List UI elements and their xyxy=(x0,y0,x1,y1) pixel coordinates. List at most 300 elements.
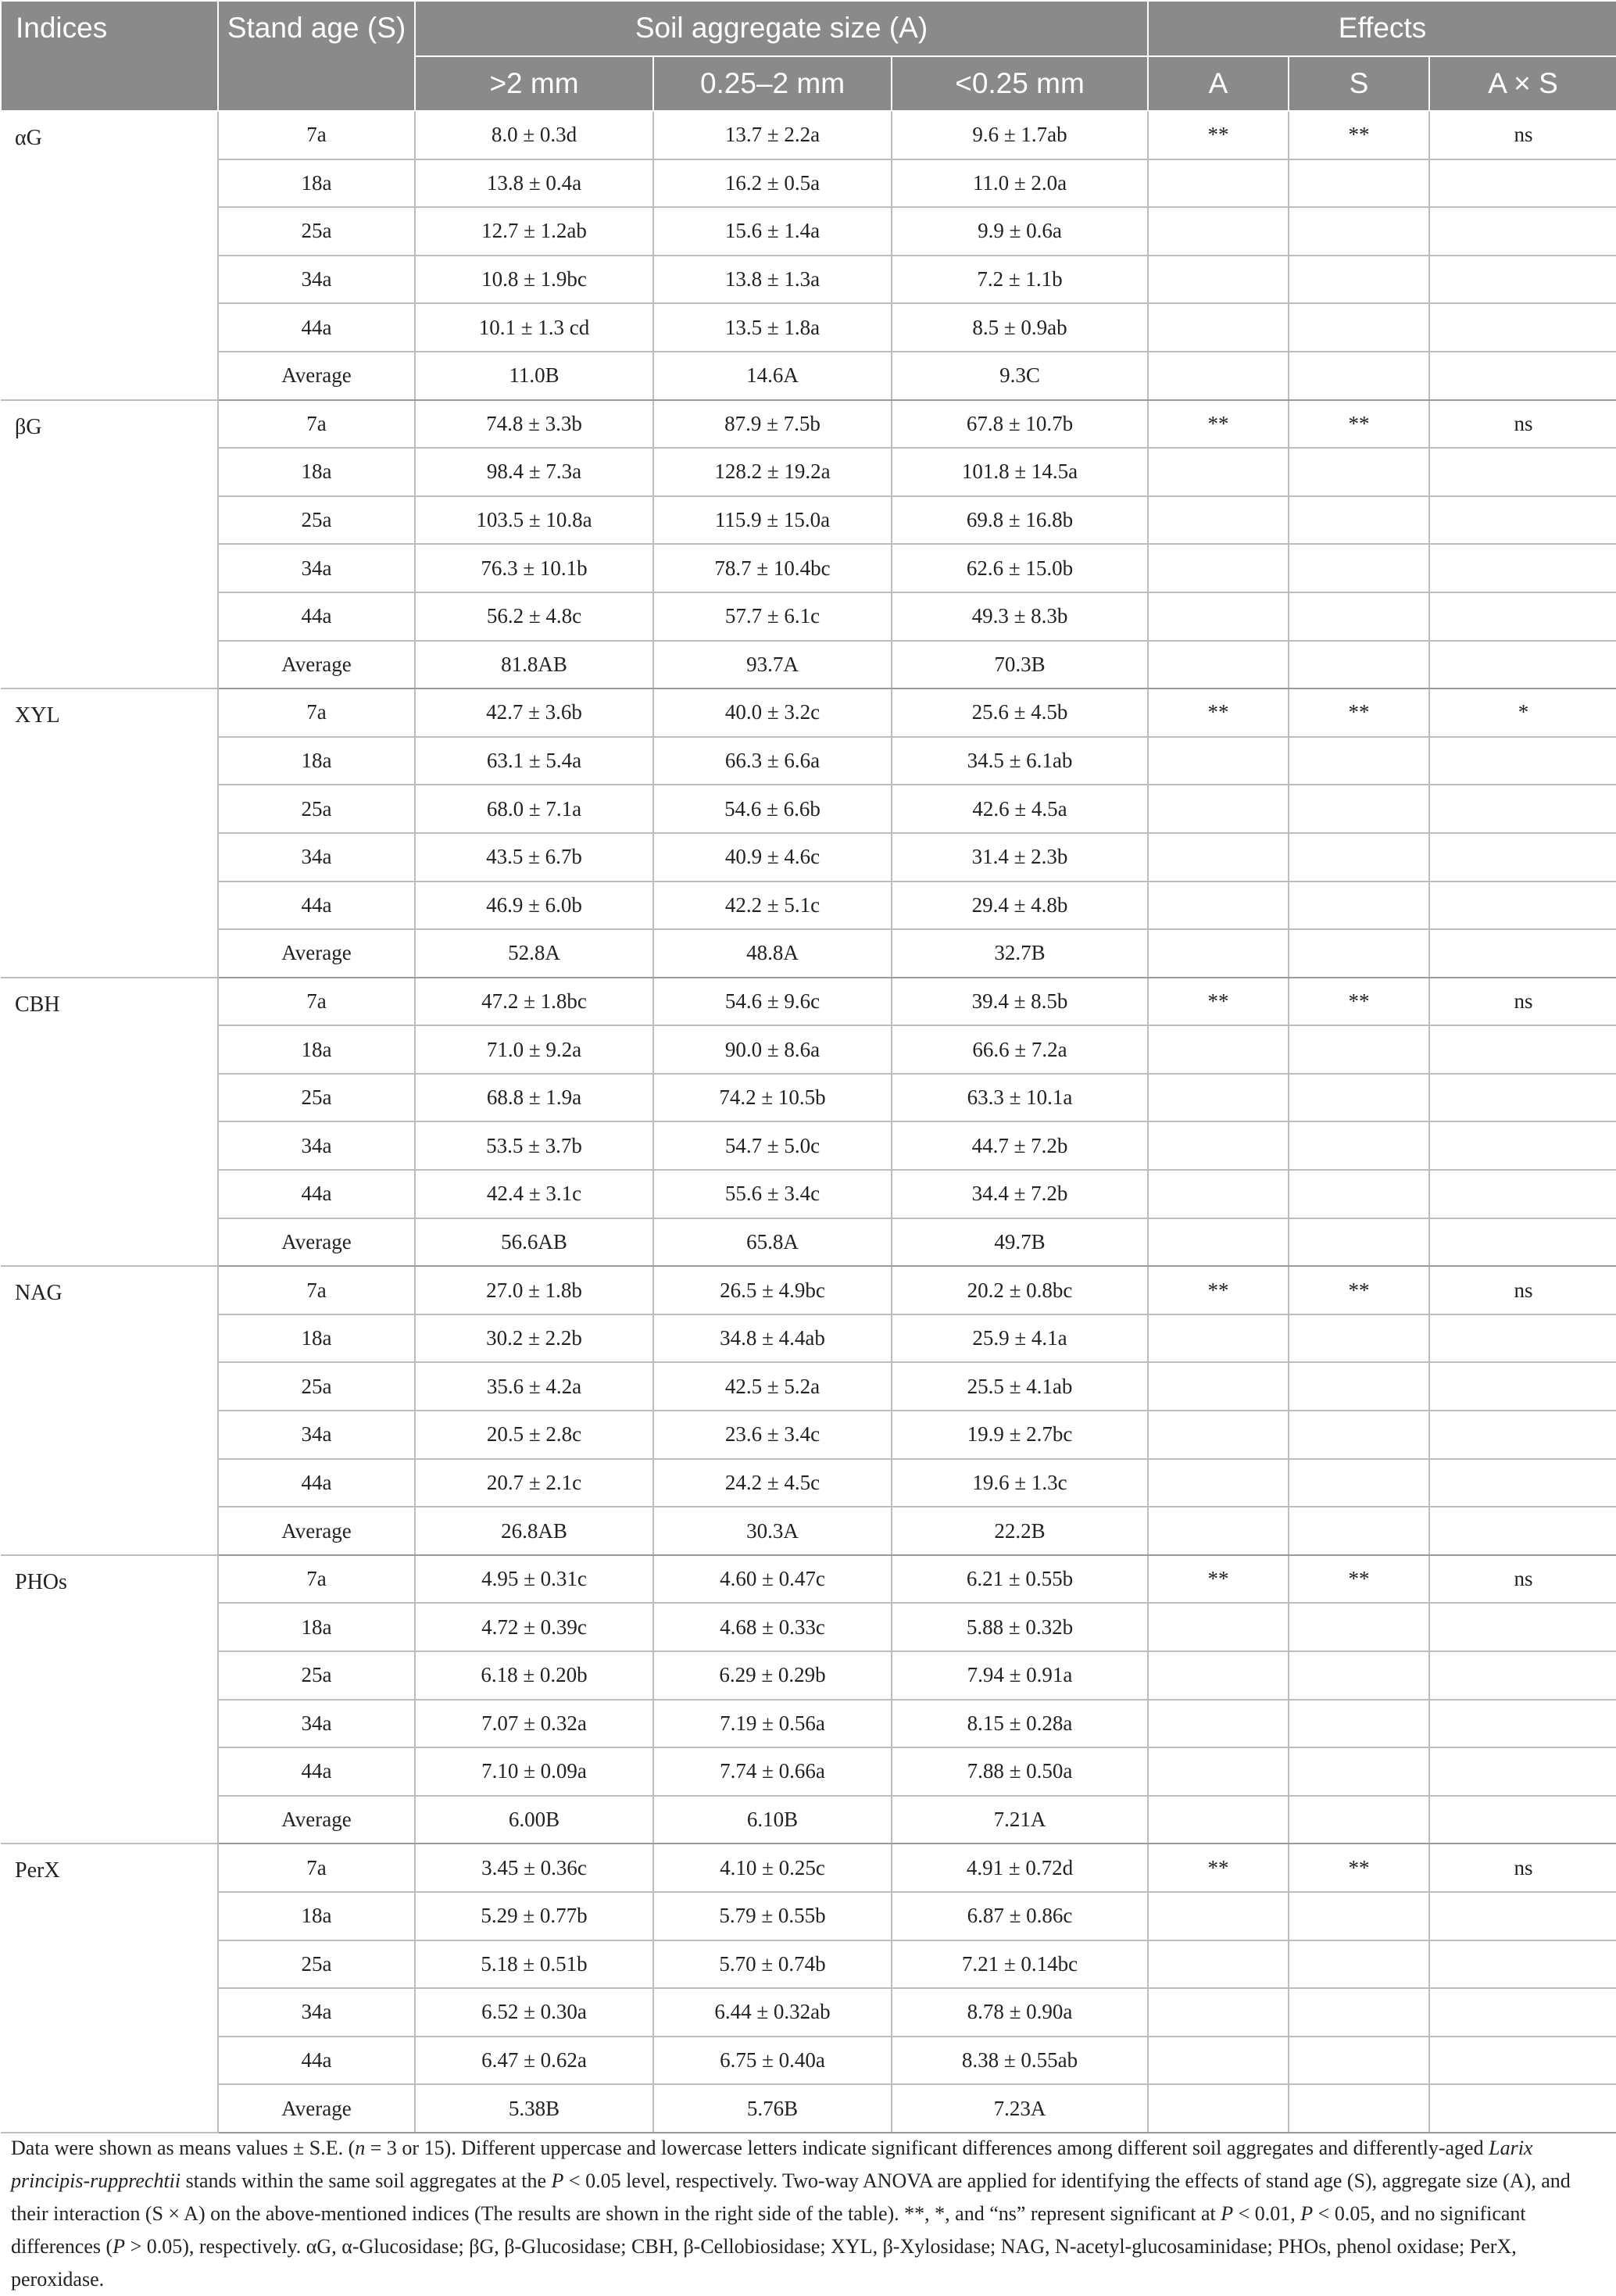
effect-cell xyxy=(1148,1796,1289,1844)
value-cell: 5.29 ± 0.77b xyxy=(415,1892,653,1940)
value-cell: 70.3B xyxy=(892,641,1148,689)
effect-cell xyxy=(1429,833,1616,882)
header-agg-mid: 0.25–2 mm xyxy=(653,56,892,111)
effect-cell xyxy=(1429,641,1616,689)
header-effects: Effects xyxy=(1148,1,1616,56)
value-cell: 101.8 ± 14.5a xyxy=(892,448,1148,496)
effect-cell: * xyxy=(1429,688,1616,737)
effect-cell: ** xyxy=(1289,1555,1429,1604)
effect-cell xyxy=(1289,882,1429,930)
table-row xyxy=(1,1603,1616,1651)
footnote-text: < 0.05 level, respectively. Two-way ANOVA are applied for identifying the effects of stand age (S), aggregate size (A), and their interaction (S × A) on the above-mentioned indices (The results are shown in the right side of the table). **, *, and “ns” represent significant at xyxy=(11,2169,1571,2225)
effect-cell xyxy=(1429,1459,1616,1507)
value-cell: 6.47 ± 0.62a xyxy=(415,2037,653,2085)
effect-cell xyxy=(1289,1940,1429,1989)
stand-age-cell: 44a xyxy=(218,882,415,930)
effect-cell xyxy=(1148,1747,1289,1796)
effect-cell xyxy=(1148,256,1289,304)
stand-age-cell: 18a xyxy=(218,1892,415,1940)
effect-cell xyxy=(1289,207,1429,256)
effect-cell xyxy=(1429,2037,1616,2085)
header-effect-axs: A × S xyxy=(1429,56,1616,111)
effect-cell xyxy=(1289,496,1429,545)
table-row xyxy=(1,256,1616,304)
table-row xyxy=(1,1700,1616,1748)
value-cell: 40.9 ± 4.6c xyxy=(653,833,892,882)
table-row xyxy=(1,496,1616,545)
stand-age-cell: 18a xyxy=(218,448,415,496)
value-cell: 42.5 ± 5.2a xyxy=(653,1362,892,1411)
table-footnote xyxy=(11,2132,1605,2296)
effect-cell xyxy=(1429,1892,1616,1940)
effect-cell xyxy=(1289,256,1429,304)
value-cell: 103.5 ± 10.8a xyxy=(415,496,653,545)
effect-cell xyxy=(1148,448,1289,496)
effect-cell xyxy=(1148,1074,1289,1122)
effect-cell xyxy=(1289,1796,1429,1844)
effect-cell xyxy=(1289,2037,1429,2085)
effect-cell xyxy=(1148,641,1289,689)
table-row xyxy=(1,352,1616,400)
value-cell: 9.9 ± 0.6a xyxy=(892,207,1148,256)
index-name-cell: NAG xyxy=(1,1266,218,1555)
effect-cell xyxy=(1289,352,1429,400)
effect-cell xyxy=(1289,1603,1429,1651)
stand-age-cell: 44a xyxy=(218,592,415,641)
value-cell: 13.7 ± 2.2a xyxy=(653,111,892,159)
value-cell: 34.4 ± 7.2b xyxy=(892,1170,1148,1218)
value-cell: 68.0 ± 7.1a xyxy=(415,785,653,833)
effect-cell xyxy=(1429,1170,1616,1218)
header-stand-age: Stand age (S) xyxy=(218,1,415,111)
stand-age-cell: 7a xyxy=(218,400,415,449)
effect-cell xyxy=(1429,1314,1616,1363)
header-indices: Indices xyxy=(1,1,218,111)
stand-age-cell: 44a xyxy=(218,1459,415,1507)
table-row xyxy=(1,1266,1616,1314)
value-cell: 9.6 ± 1.7ab xyxy=(892,111,1148,159)
table-row xyxy=(1,2037,1616,2085)
effect-cell xyxy=(1429,1796,1616,1844)
footnote-italic: n xyxy=(355,2137,366,2159)
effect-cell xyxy=(1429,1651,1616,1700)
table-row xyxy=(1,882,1616,930)
effect-cell xyxy=(1289,1074,1429,1122)
effect-cell xyxy=(1429,1988,1616,2037)
value-cell: 44.7 ± 7.2b xyxy=(892,1121,1148,1170)
value-cell: 30.2 ± 2.2b xyxy=(415,1314,653,1363)
effect-cell xyxy=(1148,1218,1289,1267)
effect-cell xyxy=(1429,1218,1616,1267)
value-cell: 43.5 ± 6.7b xyxy=(415,833,653,882)
table-row xyxy=(1,303,1616,352)
stand-age-cell: 7a xyxy=(218,1844,415,1892)
effect-cell xyxy=(1289,544,1429,592)
stand-age-cell: 25a xyxy=(218,1651,415,1700)
value-cell: 7.07 ± 0.32a xyxy=(415,1700,653,1748)
table-row xyxy=(1,1025,1616,1074)
index-name-cell: XYL xyxy=(1,688,218,978)
effect-cell xyxy=(1429,2084,1616,2133)
footnote-text: stands within the same soil aggregates at the xyxy=(181,2169,552,2192)
value-cell: 34.8 ± 4.4ab xyxy=(653,1314,892,1363)
effect-cell xyxy=(1429,929,1616,978)
value-cell: 4.72 ± 0.39c xyxy=(415,1603,653,1651)
stand-age-cell: 7a xyxy=(218,1266,415,1314)
value-cell: 67.8 ± 10.7b xyxy=(892,400,1148,449)
stand-age-cell: 34a xyxy=(218,256,415,304)
table-row xyxy=(1,833,1616,882)
value-cell: 42.7 ± 3.6b xyxy=(415,688,653,737)
stand-age-cell: 44a xyxy=(218,1747,415,1796)
value-cell: 7.10 ± 0.09a xyxy=(415,1747,653,1796)
value-cell: 3.45 ± 0.36c xyxy=(415,1844,653,1892)
value-cell: 20.7 ± 2.1c xyxy=(415,1459,653,1507)
table-row xyxy=(1,1507,1616,1555)
value-cell: 15.6 ± 1.4a xyxy=(653,207,892,256)
value-cell: 48.8A xyxy=(653,929,892,978)
effect-cell xyxy=(1148,1170,1289,1218)
value-cell: 53.5 ± 3.7b xyxy=(415,1121,653,1170)
effect-cell: ** xyxy=(1148,978,1289,1026)
value-cell: 19.6 ± 1.3c xyxy=(892,1459,1148,1507)
value-cell: 93.7A xyxy=(653,641,892,689)
effect-cell xyxy=(1148,1025,1289,1074)
effect-cell xyxy=(1148,1651,1289,1700)
value-cell: 7.74 ± 0.66a xyxy=(653,1747,892,1796)
index-name-cell: βG xyxy=(1,400,218,689)
value-cell: 14.6A xyxy=(653,352,892,400)
footnote-text: Data were shown as means values ± S.E. ( xyxy=(11,2137,356,2159)
table-row xyxy=(1,1411,1616,1459)
effect-cell xyxy=(1148,1603,1289,1651)
value-cell: 7.88 ± 0.50a xyxy=(892,1747,1148,1796)
effect-cell: ** xyxy=(1148,1844,1289,1892)
effect-cell xyxy=(1289,1362,1429,1411)
effect-cell xyxy=(1429,544,1616,592)
stand-age-cell: Average xyxy=(218,1796,415,1844)
value-cell: 65.8A xyxy=(653,1218,892,1267)
effect-cell xyxy=(1429,207,1616,256)
value-cell: 6.44 ± 0.32ab xyxy=(653,1988,892,2037)
effect-cell: ns xyxy=(1429,978,1616,1026)
effect-cell xyxy=(1148,1988,1289,2037)
stand-age-cell: 18a xyxy=(218,1603,415,1651)
effect-cell xyxy=(1429,1603,1616,1651)
effect-cell xyxy=(1429,1411,1616,1459)
value-cell: 71.0 ± 9.2a xyxy=(415,1025,653,1074)
value-cell: 35.6 ± 4.2a xyxy=(415,1362,653,1411)
value-cell: 4.68 ± 0.33c xyxy=(653,1603,892,1651)
table-row xyxy=(1,400,1616,449)
value-cell: 5.79 ± 0.55b xyxy=(653,1892,892,1940)
effect-cell xyxy=(1148,1892,1289,1940)
value-cell: 66.3 ± 6.6a xyxy=(653,737,892,785)
effect-cell xyxy=(1429,256,1616,304)
table-row xyxy=(1,1651,1616,1700)
table-row xyxy=(1,207,1616,256)
effect-cell xyxy=(1289,303,1429,352)
effect-cell xyxy=(1289,159,1429,208)
value-cell: 4.60 ± 0.47c xyxy=(653,1555,892,1604)
table-row xyxy=(1,159,1616,208)
stand-age-cell: Average xyxy=(218,641,415,689)
value-cell: 7.21A xyxy=(892,1796,1148,1844)
value-cell: 7.19 ± 0.56a xyxy=(653,1700,892,1748)
table-row xyxy=(1,1314,1616,1363)
effect-cell: ** xyxy=(1148,688,1289,737)
effect-cell xyxy=(1148,496,1289,545)
value-cell: 66.6 ± 7.2a xyxy=(892,1025,1148,1074)
value-cell: 74.8 ± 3.3b xyxy=(415,400,653,449)
effect-cell: ** xyxy=(1289,111,1429,159)
effect-cell xyxy=(1289,1988,1429,2037)
effect-cell xyxy=(1429,592,1616,641)
stand-age-cell: 34a xyxy=(218,1700,415,1748)
stand-age-cell: 18a xyxy=(218,1025,415,1074)
effect-cell xyxy=(1429,737,1616,785)
table-row xyxy=(1,111,1616,159)
stand-age-cell: Average xyxy=(218,352,415,400)
table-row xyxy=(1,1555,1616,1604)
stand-age-cell: Average xyxy=(218,2084,415,2133)
effect-cell xyxy=(1148,1459,1289,1507)
value-cell: 25.5 ± 4.1ab xyxy=(892,1362,1148,1411)
value-cell: 29.4 ± 4.8b xyxy=(892,882,1148,930)
table-row xyxy=(1,544,1616,592)
value-cell: 115.9 ± 15.0a xyxy=(653,496,892,545)
value-cell: 128.2 ± 19.2a xyxy=(653,448,892,496)
value-cell: 27.0 ± 1.8b xyxy=(415,1266,653,1314)
effect-cell xyxy=(1289,929,1429,978)
footnote-text: < 0.05, and no significant differences ( xyxy=(11,2202,1526,2258)
effect-cell xyxy=(1289,1025,1429,1074)
value-cell: 47.2 ± 1.8bc xyxy=(415,978,653,1026)
effect-cell xyxy=(1148,352,1289,400)
stand-age-cell: 25a xyxy=(218,1074,415,1122)
effect-cell xyxy=(1289,1121,1429,1170)
effect-cell xyxy=(1429,352,1616,400)
value-cell: 6.29 ± 0.29b xyxy=(653,1651,892,1700)
table-row xyxy=(1,1796,1616,1844)
stand-age-cell: 25a xyxy=(218,207,415,256)
value-cell: 52.8A xyxy=(415,929,653,978)
value-cell: 6.18 ± 0.20b xyxy=(415,1651,653,1700)
value-cell: 10.8 ± 1.9bc xyxy=(415,256,653,304)
effect-cell xyxy=(1148,159,1289,208)
value-cell: 6.21 ± 0.55b xyxy=(892,1555,1148,1604)
effect-cell xyxy=(1148,737,1289,785)
stand-age-cell: Average xyxy=(218,1218,415,1267)
effect-cell xyxy=(1289,785,1429,833)
table-row xyxy=(1,1940,1616,1989)
stand-age-cell: Average xyxy=(218,929,415,978)
value-cell: 81.8AB xyxy=(415,641,653,689)
value-cell: 4.91 ± 0.72d xyxy=(892,1844,1148,1892)
value-cell: 31.4 ± 2.3b xyxy=(892,833,1148,882)
value-cell: 16.2 ± 0.5a xyxy=(653,159,892,208)
value-cell: 46.9 ± 6.0b xyxy=(415,882,653,930)
effect-cell xyxy=(1148,592,1289,641)
effect-cell xyxy=(1289,1411,1429,1459)
table-row xyxy=(1,641,1616,689)
value-cell: 56.6AB xyxy=(415,1218,653,1267)
stand-age-cell: 34a xyxy=(218,544,415,592)
index-name-cell: PHOs xyxy=(1,1555,218,1844)
effect-cell xyxy=(1429,785,1616,833)
effect-cell: ** xyxy=(1148,400,1289,449)
effect-cell xyxy=(1289,1170,1429,1218)
table-row xyxy=(1,929,1616,978)
value-cell: 24.2 ± 4.5c xyxy=(653,1459,892,1507)
effect-cell: ** xyxy=(1289,978,1429,1026)
effect-cell xyxy=(1289,1747,1429,1796)
effect-cell: ns xyxy=(1429,111,1616,159)
stand-age-cell: 18a xyxy=(218,1314,415,1363)
stand-age-cell: 7a xyxy=(218,978,415,1026)
effect-cell: ns xyxy=(1429,1844,1616,1892)
header-agg-gt2: >2 mm xyxy=(415,56,653,111)
value-cell: 87.9 ± 7.5b xyxy=(653,400,892,449)
effect-cell xyxy=(1148,882,1289,930)
value-cell: 11.0 ± 2.0a xyxy=(892,159,1148,208)
stand-age-cell: 25a xyxy=(218,1940,415,1989)
effect-cell xyxy=(1429,1700,1616,1748)
effect-cell xyxy=(1429,1507,1616,1555)
effect-cell: ** xyxy=(1289,400,1429,449)
value-cell: 90.0 ± 8.6a xyxy=(653,1025,892,1074)
value-cell: 7.21 ± 0.14bc xyxy=(892,1940,1148,1989)
effect-cell xyxy=(1289,1459,1429,1507)
effect-cell: ** xyxy=(1148,1555,1289,1604)
value-cell: 6.10B xyxy=(653,1796,892,1844)
footnote-text: > 0.05), respectively. αG, α-Glucosidase; βG, β-Glucosidase; CBH, β-Cellobiosidase; XYL, β-Xylosidase; NAG, N-acetyl-glucosaminidase; PHOs, phenol oxidase; PerX, peroxidase. xyxy=(11,2235,1517,2291)
value-cell: 20.5 ± 2.8c xyxy=(415,1411,653,1459)
value-cell: 4.95 ± 0.31c xyxy=(415,1555,653,1604)
effect-cell: ** xyxy=(1289,688,1429,737)
effect-cell xyxy=(1148,303,1289,352)
value-cell: 13.8 ± 1.3a xyxy=(653,256,892,304)
effect-cell xyxy=(1289,448,1429,496)
value-cell: 68.8 ± 1.9a xyxy=(415,1074,653,1122)
value-cell: 56.2 ± 4.8c xyxy=(415,592,653,641)
stand-age-cell: 34a xyxy=(218,833,415,882)
value-cell: 19.9 ± 2.7bc xyxy=(892,1411,1148,1459)
value-cell: 42.6 ± 4.5a xyxy=(892,785,1148,833)
effect-cell xyxy=(1289,641,1429,689)
stand-age-cell: 25a xyxy=(218,1362,415,1411)
effect-cell xyxy=(1148,1362,1289,1411)
value-cell: 42.2 ± 5.1c xyxy=(653,882,892,930)
effect-cell xyxy=(1148,1121,1289,1170)
value-cell: 7.23A xyxy=(892,2084,1148,2133)
table-row xyxy=(1,1988,1616,2037)
effect-cell xyxy=(1148,2037,1289,2085)
effect-cell xyxy=(1148,1700,1289,1748)
value-cell: 74.2 ± 10.5b xyxy=(653,1074,892,1122)
value-cell: 49.7B xyxy=(892,1218,1148,1267)
effect-cell: ** xyxy=(1289,1266,1429,1314)
effect-cell xyxy=(1429,496,1616,545)
table-row xyxy=(1,1747,1616,1796)
effect-cell xyxy=(1148,1411,1289,1459)
table-body xyxy=(1,111,1616,2133)
table-row xyxy=(1,1844,1616,1892)
table-row xyxy=(1,978,1616,1026)
footnote-italic: P xyxy=(1221,2202,1234,2225)
stand-age-cell: 44a xyxy=(218,303,415,352)
table-header xyxy=(1,1,1616,111)
effect-cell xyxy=(1429,448,1616,496)
value-cell: 54.6 ± 9.6c xyxy=(653,978,892,1026)
stand-age-cell: Average xyxy=(218,1507,415,1555)
value-cell: 20.2 ± 0.8bc xyxy=(892,1266,1148,1314)
table-row xyxy=(1,1121,1616,1170)
table-row xyxy=(1,688,1616,737)
effect-cell xyxy=(1289,1314,1429,1363)
value-cell: 10.1 ± 1.3 cd xyxy=(415,303,653,352)
stand-age-cell: 7a xyxy=(218,111,415,159)
value-cell: 8.0 ± 0.3d xyxy=(415,111,653,159)
header-soil-aggregate: Soil aggregate size (A) xyxy=(415,1,1148,56)
value-cell: 4.10 ± 0.25c xyxy=(653,1844,892,1892)
value-cell: 54.6 ± 6.6b xyxy=(653,785,892,833)
value-cell: 76.3 ± 10.1b xyxy=(415,544,653,592)
stand-age-cell: 44a xyxy=(218,2037,415,2085)
value-cell: 25.6 ± 4.5b xyxy=(892,688,1148,737)
value-cell: 13.5 ± 1.8a xyxy=(653,303,892,352)
effect-cell xyxy=(1148,1507,1289,1555)
table-row xyxy=(1,592,1616,641)
value-cell: 63.1 ± 5.4a xyxy=(415,737,653,785)
value-cell: 8.78 ± 0.90a xyxy=(892,1988,1148,2037)
effect-cell xyxy=(1429,303,1616,352)
table-row xyxy=(1,1459,1616,1507)
effect-cell xyxy=(1289,833,1429,882)
value-cell: 5.18 ± 0.51b xyxy=(415,1940,653,1989)
effect-cell xyxy=(1148,833,1289,882)
value-cell: 5.38B xyxy=(415,2084,653,2133)
effect-cell: ** xyxy=(1148,111,1289,159)
effect-cell: ns xyxy=(1429,1266,1616,1314)
effect-cell xyxy=(1148,1314,1289,1363)
effect-cell xyxy=(1289,1218,1429,1267)
table-row xyxy=(1,448,1616,496)
value-cell: 8.38 ± 0.55ab xyxy=(892,2037,1148,2085)
stand-age-cell: 34a xyxy=(218,1411,415,1459)
value-cell: 6.87 ± 0.86c xyxy=(892,1892,1148,1940)
value-cell: 7.2 ± 1.1b xyxy=(892,256,1148,304)
stand-age-cell: 25a xyxy=(218,496,415,545)
header-effect-a: A xyxy=(1148,56,1289,111)
value-cell: 30.3A xyxy=(653,1507,892,1555)
effect-cell xyxy=(1148,207,1289,256)
stand-age-cell: 34a xyxy=(218,1988,415,2037)
table-row xyxy=(1,1218,1616,1267)
effect-cell xyxy=(1289,1651,1429,1700)
table-row xyxy=(1,1892,1616,1940)
effect-cell xyxy=(1429,159,1616,208)
stand-age-cell: 25a xyxy=(218,785,415,833)
stand-age-cell: 7a xyxy=(218,1555,415,1604)
value-cell: 69.8 ± 16.8b xyxy=(892,496,1148,545)
stand-age-cell: 34a xyxy=(218,1121,415,1170)
value-cell: 5.88 ± 0.32b xyxy=(892,1603,1148,1651)
index-name-cell: PerX xyxy=(1,1844,218,2133)
effect-cell xyxy=(1429,1747,1616,1796)
effect-cell xyxy=(1289,1507,1429,1555)
stand-age-cell: 18a xyxy=(218,159,415,208)
